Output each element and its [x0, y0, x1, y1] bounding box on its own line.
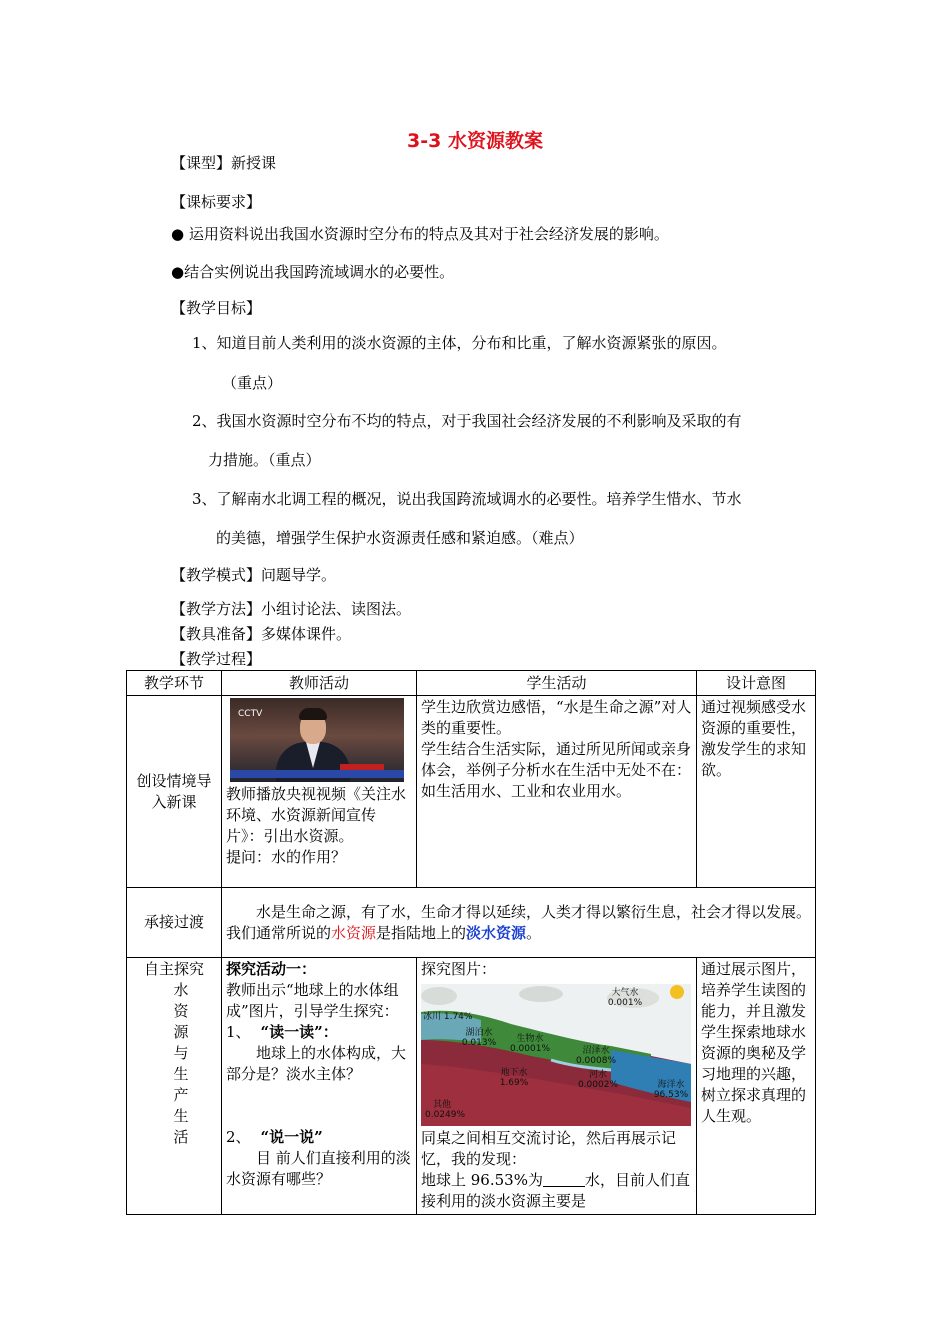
process-header: 【教学过程】: [171, 650, 262, 668]
stage-char: 生: [173, 1107, 189, 1125]
table-row: [127, 888, 816, 958]
lesson-type: 【课型】新授课: [171, 154, 277, 172]
tv-logo: CCTV: [238, 709, 263, 719]
say-question: 目 前人们直接利用的淡水资源有哪些？: [226, 1149, 411, 1188]
goal-1-line-2: （重点）: [222, 374, 283, 392]
teacher-cell: [222, 958, 417, 1215]
stage-cell: 承接过渡: [127, 888, 222, 958]
goal-3-line-1: 3、了解南水北调工程的概况，说出我国跨流域调水的必要性。培养学生惜水、节水: [192, 490, 742, 508]
intent-cell: 通过展示图片，培养学生读图的能力，并且激发学生探索地球水资源的奥秘及学习地理的兴趣，树立探求真理的人生观。: [697, 958, 816, 1215]
header-student: 学生活动: [417, 671, 697, 696]
header-teacher: 教师活动: [222, 671, 417, 696]
teacher-cell: [222, 696, 417, 888]
read-number: 1、: [226, 1023, 251, 1041]
stage-top: 自主探究: [143, 960, 204, 978]
standards-header: 【课标要求】: [171, 193, 262, 211]
teacher-question: 提问：水的作用？: [226, 848, 347, 866]
read-question: 地球上的水体构成，大部分是？淡水主体？: [226, 1044, 407, 1083]
finding-b: 水，目前人们直接利用的淡水资源主要是: [421, 1171, 690, 1210]
stage-char: 产: [173, 1086, 189, 1104]
label-bio: 生物水 0.0001%: [509, 1034, 551, 1054]
transition-text-a: 水是生命之源，有了水，生命才得以延续，人类才得以繁衍生息，社会才得以发展。我们通常所说的: [226, 902, 812, 942]
process-table: [126, 670, 816, 1215]
standard-item-2: ●结合实例说出我国跨流域调水的必要性。: [171, 263, 455, 281]
stage-char: 与: [173, 1044, 189, 1062]
stage-char: 生: [173, 1065, 189, 1083]
stage-char: 源: [173, 1023, 189, 1041]
header-stage: 教学环节: [127, 671, 222, 696]
teaching-mode: 【教学模式】问题导学。: [171, 566, 337, 584]
teaching-tools: 【教具准备】多媒体课件。: [171, 625, 352, 643]
read-heading: [226, 1022, 412, 1043]
stage-text: 创设情境导入新课: [136, 771, 212, 811]
header-intent: 设计意图: [697, 671, 816, 696]
stage-vertical-text: [131, 980, 217, 1148]
goal-2-line-2: 力措施。（重点）: [208, 451, 321, 469]
student-cell: [417, 958, 697, 1215]
transition-text: [222, 888, 816, 958]
table-header-row: [127, 671, 816, 696]
label-river: 河水 0.0002%: [577, 1070, 619, 1090]
fill-blank[interactable]: [543, 1172, 585, 1187]
table-row: [127, 958, 816, 1215]
teaching-method: 【教学方法】小组讨论法、读图法。: [171, 600, 412, 618]
intent-cell: 通过视频感受水资源的重要性，激发学生的求知欲。: [697, 696, 816, 888]
say-number: 2、: [226, 1128, 251, 1146]
goal-3-line-2: 的美德，增强学生保护水资源责任感和紧迫感。（难点）: [216, 529, 584, 547]
water-resource-term: 水资源: [331, 923, 377, 942]
stage-char: 资: [173, 1002, 189, 1020]
finding-text: [421, 1170, 692, 1212]
transition-text-c: 。: [526, 923, 542, 942]
student-cell: [417, 696, 697, 888]
table-row: [127, 696, 816, 888]
stage-cell: [127, 696, 222, 888]
label-lake: 湖泊水 0.013%: [461, 1028, 497, 1048]
student-activity-p2: 学生结合生活实际，通过所见所闻或亲身体会，举例子分析水在生活中无处不在：如生活用水、工业和农业用水。: [421, 740, 692, 800]
student-activity-p1: 学生边欣赏边感悟，“水是生命之源”对人类的重要性。: [421, 698, 692, 737]
label-ground: 地下水 1.69%: [499, 1068, 529, 1088]
picture-label: 探究图片：: [421, 960, 497, 978]
news-video-thumbnail: [230, 698, 404, 782]
say-heading: [226, 1127, 412, 1148]
label-other: 其他 0.0249%: [425, 1100, 466, 1120]
stage-char: 活: [173, 1128, 189, 1146]
label-swamp: 沼泽水 0.0008%: [575, 1046, 617, 1066]
label-glacier: 冰川 1.74%: [423, 1012, 473, 1022]
stage-char: 水: [173, 981, 189, 999]
label-ocean: 海洋水 96.53%: [653, 1080, 689, 1100]
standard-item-1: ● 运用资料说出我国水资源时空分布的特点及其对于社会经济发展的影响。: [171, 225, 669, 243]
transition-text-b: 是指陆地上的: [376, 923, 467, 942]
goal-1-line-1: 1、知道目前人类利用的淡水资源的主体，分布和比重，了解水资源紧张的原因。: [192, 334, 727, 352]
activity-title: 探究活动一：: [226, 960, 317, 978]
page-title: 3-3 水资源教案: [407, 130, 543, 152]
stage-cell: [127, 958, 222, 1215]
teacher-intro: 教师出示“地球上的水体组成”图片，引导学生探究：: [226, 981, 399, 1020]
goals-header: 【教学目标】: [171, 299, 262, 317]
water-composition-figure: [421, 984, 691, 1126]
label-atmos: 大气水 0.001%: [607, 988, 643, 1008]
goal-2-line-1: 2、我国水资源时空分布不均的特点，对于我国社会经济发展的不利影响及采取的有: [192, 412, 742, 430]
read-title: “读一读”：: [260, 1023, 338, 1041]
freshwater-term: 淡水资源: [466, 923, 527, 942]
finding-a: 地球上 96.53%为: [421, 1171, 543, 1189]
teacher-activity-text: 教师播放央视视频《关注水环境、水资源新闻宣传片》：引出水资源。: [226, 785, 407, 845]
discussion-text: 同桌之间相互交流讨论，然后再展示记忆，我的发现：: [421, 1129, 677, 1168]
say-title: “说一说”: [260, 1128, 323, 1146]
